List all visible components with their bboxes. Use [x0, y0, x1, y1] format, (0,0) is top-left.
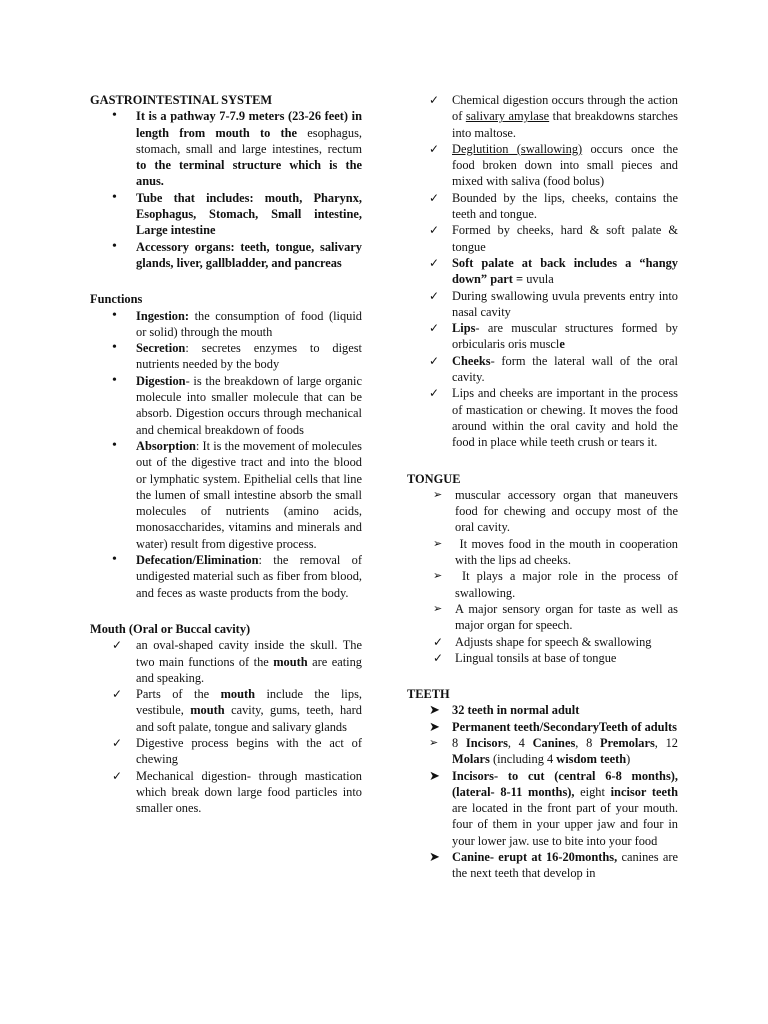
list-item — [407, 568, 678, 601]
left-column — [90, 92, 362, 816]
list-item — [407, 320, 678, 353]
list-item — [90, 438, 362, 552]
section-title-mouth: Mouth (Oral or Buccal cavity) — [90, 621, 251, 636]
section-title-gastrointestinal: GASTROINTESTINAL SYSTEM — [90, 93, 273, 107]
list-item-text: Canine- erupt at 16-20months, canines are the next teeth that develop in — [452, 850, 678, 881]
bullet-icon: • — [112, 372, 117, 388]
list-item-text: Adjusts shape for speech & swallowing — [455, 634, 652, 649]
list-item-text: Ingestion: the consumption of food (liquid or solid) through the mouth — [136, 308, 362, 339]
arrow-icon: ➢ — [433, 488, 443, 501]
list-item — [90, 190, 362, 239]
gi-list — [90, 108, 362, 271]
list-item — [407, 385, 678, 450]
list-item-text: A major sensory organ for taste as well as major organ for speech. — [455, 601, 678, 633]
list-item-text: Permanent teeth/SecondaryTeeth of adults — [452, 719, 677, 734]
arrow-icon: ➢ — [433, 570, 443, 583]
list-item — [90, 308, 362, 341]
bullet-icon: • — [112, 238, 117, 254]
list-item — [90, 768, 362, 817]
list-item — [407, 288, 678, 321]
list-item-text: Incisors- to cut (central 6-8 months), (lateral- 8-11 months), eight incisor teeth are located in the front part of your mouth. four of them in your upper jaw and four in your lower jaw. use to bite into your food — [452, 768, 678, 848]
list-item-text: an oval-shaped cavity inside the skull. The two main functions of the mouth are eating and speaking. — [136, 638, 362, 685]
list-item-text: Formed by cheeks, hard & soft palate & tongue — [452, 223, 678, 254]
list-item-text: 32 teeth in normal adult — [452, 703, 580, 718]
bullet-icon: • — [112, 437, 117, 453]
list-item-text: Absorption: It is the movement of molecules out of the digestive tract and into the blood or lymphatic system. Epithelial cells that line the lumen of small intestine absorb the small molecules of nutrients (amino acids, monosaccharides, vitamins and minerals and water) result from digestive process. — [136, 438, 362, 551]
bullet-icon: • — [112, 552, 117, 568]
list-item — [407, 735, 678, 768]
checkmark-icon: ✓ — [433, 634, 444, 649]
list-item-text: Chemical digestion occurs through the action of salivary amylase that breakdowns starches into maltose. — [452, 93, 679, 140]
list-item — [407, 768, 678, 849]
list-item — [407, 634, 678, 650]
checkmark-icon: ✓ — [429, 321, 440, 336]
list-item-text: Mechanical digestion- through mastication which break down large food particles into smaller ones. — [136, 768, 362, 816]
section-title-tongue: TONGUE — [407, 471, 461, 486]
checkmark-icon: ✓ — [112, 687, 123, 702]
checkmark-icon: ✓ — [112, 735, 123, 750]
list-item-text: Digestion- is the breakdown of large organic molecule into smaller molecule that can be absorb. Digestion occurs through mechanical and chemical breakdown of foods — [136, 373, 362, 437]
checkmark-icon: ✓ — [429, 190, 440, 205]
list-item-text: During swallowing uvula prevents entry into nasal cavity — [452, 288, 678, 319]
list-item — [90, 735, 362, 768]
list-item-text: Parts of the mouth include the lips, vestibule, mouth cavity, gums, teeth, hard and soft palate, tongue and salivary glands — [136, 687, 362, 734]
list-item — [407, 141, 678, 190]
checkmark-icon: ✓ — [429, 353, 440, 368]
list-item-text: Digestive process begins with the act of chewing — [136, 735, 362, 767]
list-item — [407, 487, 678, 536]
bullet-icon: • — [112, 189, 117, 205]
list-item — [407, 536, 678, 569]
list-item — [407, 650, 678, 666]
list-item — [407, 353, 678, 386]
section-title-teeth: TEETH — [407, 687, 450, 702]
list-item-text: Bounded by the lips, cheeks, contains the teeth and tongue. — [452, 190, 678, 222]
checkmark-icon: ✓ — [433, 650, 444, 665]
right-column — [407, 92, 678, 882]
list-item — [407, 719, 678, 735]
arrow-icon: ➤ — [429, 767, 440, 783]
list-item — [407, 190, 678, 223]
list-item-text: It plays a major role in the process of swallowing. — [455, 569, 678, 600]
mouth-list — [90, 637, 362, 816]
checkmark-icon: ✓ — [429, 386, 440, 401]
list-item — [90, 239, 362, 272]
bullet-icon: • — [112, 108, 117, 124]
list-item — [90, 373, 362, 438]
bullet-icon: • — [112, 307, 117, 323]
teeth-list — [407, 702, 678, 881]
list-item — [90, 637, 362, 686]
list-item — [90, 552, 362, 601]
bullet-icon: • — [112, 340, 117, 356]
checkmark-icon: ✓ — [429, 141, 440, 156]
list-item-text: Cheeks- form the lateral wall of the oral cavity. — [452, 353, 678, 385]
checkmark-icon: ✓ — [429, 93, 440, 107]
arrow-icon: ➤ — [429, 702, 440, 718]
checkmark-icon: ✓ — [429, 255, 440, 270]
list-item — [407, 92, 678, 141]
list-item-text: Tube that includes: mouth, Pharynx, Esophagus, Stomach, Small intestine, Large intestine — [136, 190, 362, 238]
list-item-text: Lips- are muscular structures formed by orbicularis oris muscle — [452, 321, 678, 352]
arrow-icon: ➤ — [429, 718, 440, 734]
list-item-text: Lips and cheeks are important in the process of mastication or chewing. It moves the food around within the oral cavity and hold the food in place while teeth crush or tears it. — [452, 386, 678, 450]
list-item — [407, 849, 678, 882]
list-item-text: Secretion: secretes enzymes to digest nutrients needed by the body — [136, 341, 362, 372]
list-item-text: Accessory organs: teeth, tongue, salivary glands, liver, gallbladder, and pancreas — [136, 239, 362, 270]
list-item-text: It moves food in the mouth in cooperation with the lips ad cheeks. — [455, 536, 678, 568]
list-item-text: muscular accessory organ that maneuvers food for chewing and occupy most of the oral cavity. — [455, 487, 678, 535]
list-item-text: It is a pathway 7-7.9 meters (23-26 feet) in length from mouth to the esophagus, stomach, small and large intestines, rectum to the terminal structure which is the anus. — [136, 109, 362, 189]
checkmark-icon: ✓ — [429, 288, 440, 303]
tongue-list — [407, 487, 678, 666]
arrow-icon: ➢ — [433, 602, 443, 615]
list-item — [407, 222, 678, 255]
list-item — [407, 255, 678, 288]
checkmark-icon: ✓ — [112, 768, 123, 783]
checkmark-icon: ✓ — [429, 223, 440, 238]
list-item — [90, 340, 362, 373]
section-title-functions: Functions — [90, 292, 143, 307]
list-item — [90, 108, 362, 189]
arrow-icon: ➢ — [429, 736, 439, 749]
list-item — [407, 601, 678, 634]
list-item — [90, 686, 362, 735]
checkmark-icon: ✓ — [112, 638, 123, 653]
list-item-text: Deglutition (swallowing) occurs once the food broken down into small pieces and mixed with saliva (food bolus) — [452, 141, 678, 189]
functions-list — [90, 308, 362, 601]
list-item-text: 8 Incisors, 4 Canines, 8 Premolars, 12 Molars (including 4 wisdom teeth) — [452, 735, 678, 767]
list-item — [407, 702, 678, 718]
list-item-text: Soft palate at back includes a “hangy down” part = uvula — [452, 255, 678, 287]
list-item-text: Defecation/Elimination: the removal of undigested material such as fiber from blood, and feces as waste products from the body. — [136, 553, 362, 600]
arrow-icon: ➢ — [433, 537, 443, 550]
mouth-continued-list — [407, 92, 678, 451]
arrow-icon: ➤ — [429, 849, 440, 865]
list-item-text: Lingual tonsils at base of tongue — [455, 650, 617, 665]
